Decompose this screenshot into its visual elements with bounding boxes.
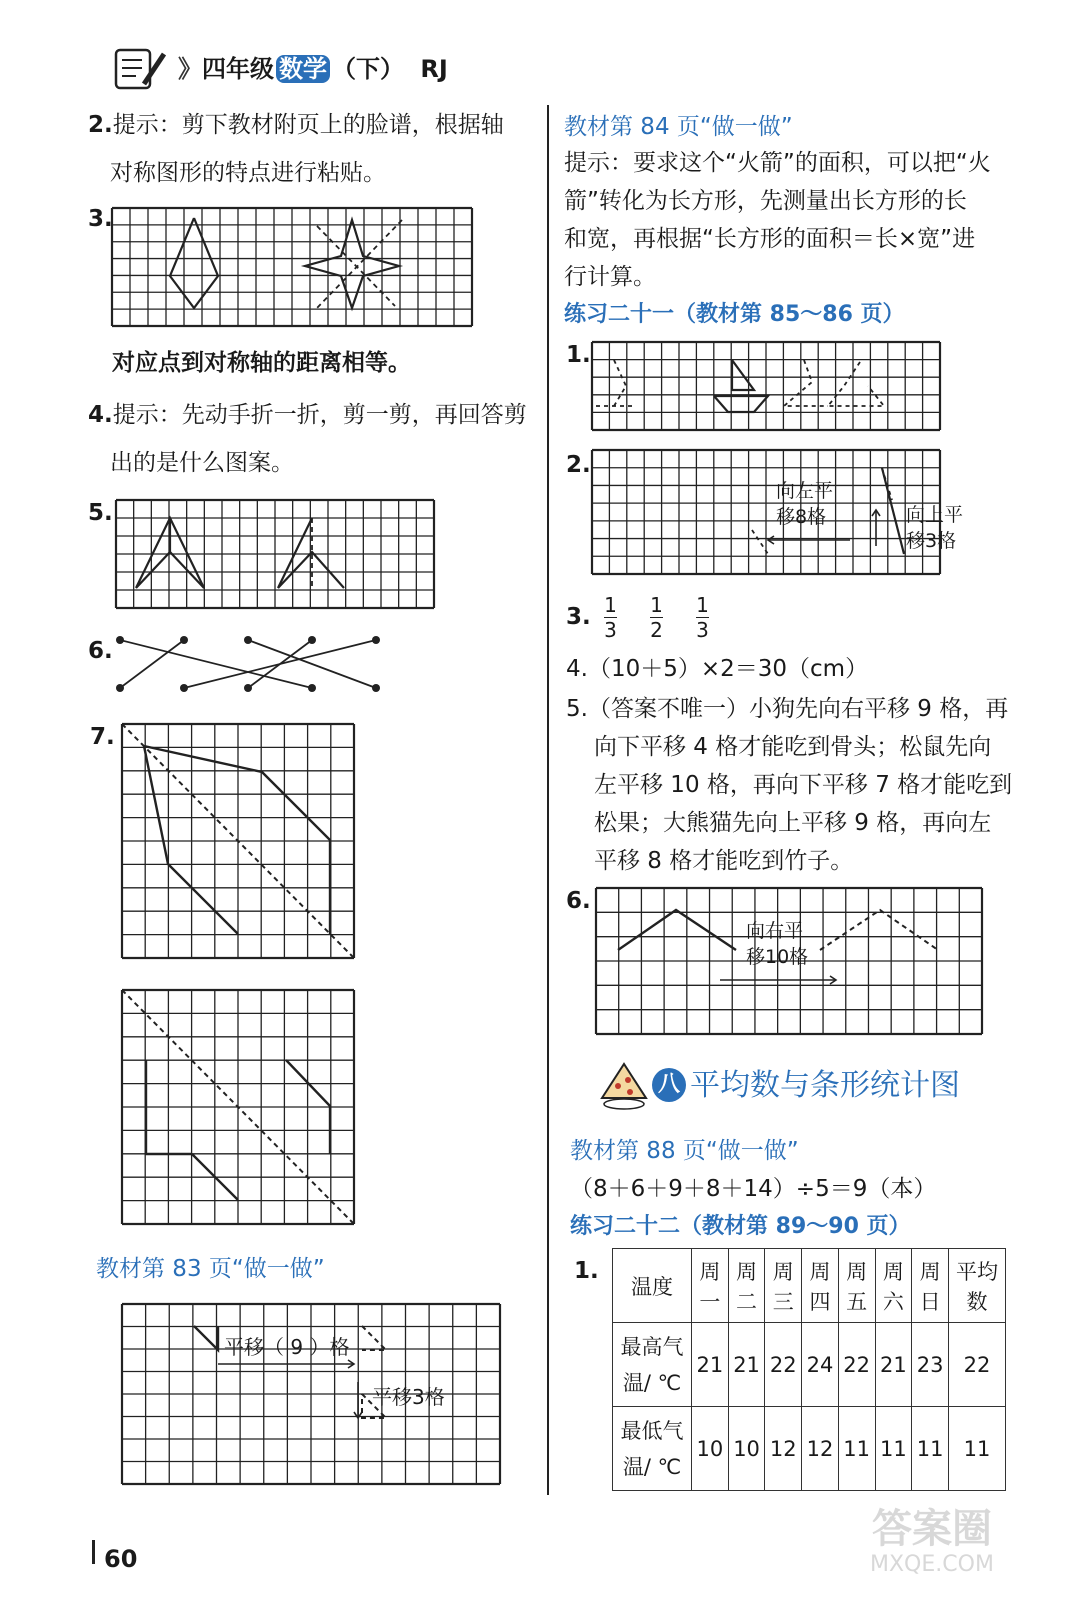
fraction-1: $\frac{1}{3}$ bbox=[604, 593, 617, 642]
column-divider bbox=[547, 105, 549, 1495]
r-q1-grid bbox=[592, 342, 940, 430]
r-q5-line4: 松果；大熊猫先向上平移 9 格，再向左 bbox=[594, 810, 992, 836]
table-cell: 21 bbox=[875, 1323, 912, 1407]
table-header-tue: 周 二 bbox=[728, 1249, 765, 1323]
r-q2-label-left: 向左平 移8格 bbox=[776, 480, 834, 528]
q7-grid-a bbox=[122, 724, 354, 958]
label-shift-9: 平移（ 9 ）格 bbox=[224, 1335, 350, 1359]
label-shift-3: 平移3格 bbox=[372, 1385, 445, 1409]
row-label: 最高气 温/ ℃ bbox=[613, 1323, 692, 1407]
table-row bbox=[613, 1323, 1006, 1407]
r-q5-line5: 平移 8 格才能吃到竹子。 bbox=[594, 848, 854, 874]
q2-hint-line2: 对称图形的特点进行粘贴。 bbox=[110, 160, 386, 186]
r-q2-grid bbox=[592, 450, 940, 574]
page-number-bar bbox=[92, 1540, 95, 1564]
table-cell: 10 bbox=[728, 1407, 765, 1491]
hint-84-line3: 和宽，再根据“长方形的面积＝长×宽”进 bbox=[564, 226, 976, 252]
q3-grid bbox=[112, 208, 472, 326]
section-84: 教材第 84 页“做一做” bbox=[564, 114, 793, 140]
hint-84-line4: 行计算。 bbox=[564, 264, 656, 290]
table-header-sun: 周 日 bbox=[912, 1249, 949, 1323]
table-cell: 22 bbox=[949, 1323, 1006, 1407]
header-subject: 数学 bbox=[276, 55, 330, 83]
table-cell: 11 bbox=[875, 1407, 912, 1491]
r-q5-line1: 5.（答案不唯一）小狗先向右平移 9 格，再 bbox=[566, 696, 1009, 722]
table-header-sat: 周 六 bbox=[875, 1249, 912, 1323]
q4-hint-line2: 出的是什么图案。 bbox=[110, 450, 294, 476]
q5-number: 5. bbox=[88, 500, 113, 526]
r-q4: 4.（10＋5）×2＝30（cm） bbox=[566, 656, 869, 682]
r-q6-label: 向右平 移10格 bbox=[746, 920, 809, 968]
r-q2-number: 2. bbox=[566, 452, 591, 478]
table-cell: 22 bbox=[838, 1323, 875, 1407]
section-88: 教材第 88 页“做一做” bbox=[570, 1138, 799, 1164]
table-cell: 11 bbox=[912, 1407, 949, 1491]
exercise-21-title: 练习二十一（教材第 85～86 页） bbox=[564, 302, 905, 327]
unit-title: 平均数与条形统计图 bbox=[690, 1068, 960, 1103]
fraction-2: $\frac{1}{2}$ bbox=[650, 593, 663, 642]
header-icon bbox=[108, 44, 168, 94]
r-q2-label-up: 向上平 移3格 bbox=[906, 504, 964, 552]
unit-mascot-icon bbox=[596, 1058, 652, 1112]
q3-number: 3. bbox=[88, 206, 113, 232]
row-label: 最低气 温/ ℃ bbox=[613, 1407, 692, 1491]
table-cell: 21 bbox=[728, 1323, 765, 1407]
q2-hint: 2.提示：剪下教材附页上的脸谱，根据轴 bbox=[88, 112, 504, 138]
q7-grid-b bbox=[122, 990, 354, 1224]
table-header-fri: 周 五 bbox=[838, 1249, 875, 1323]
r-q6-number: 6. bbox=[566, 888, 591, 914]
table-cell: 10 bbox=[692, 1407, 729, 1491]
section-83: 教材第 83 页“做一做” bbox=[96, 1256, 325, 1282]
r-q5-line3: 左平移 10 格，再向下平移 7 格才能吃到 bbox=[594, 772, 1013, 798]
table-row bbox=[613, 1407, 1006, 1491]
unit-badge: 八 bbox=[652, 1068, 686, 1102]
table-header-avg: 平均 数 bbox=[949, 1249, 1006, 1323]
hint-84-line1: 提示：要求这个“火箭”的面积，可以把“火 bbox=[564, 150, 991, 176]
q6-number: 6. bbox=[88, 638, 113, 664]
r-q3-fractions: 3. $\frac{1}{3}$ $\frac{1}{2}$ $\frac{1}{3}$ bbox=[566, 593, 709, 642]
q4-hint: 4.提示：先动手折一折，剪一剪，再回答剪 bbox=[88, 402, 527, 428]
table-cell: 21 bbox=[692, 1323, 729, 1407]
hint-84-line2: 箭”转化为长方形，先测量出长方形的长 bbox=[564, 188, 967, 214]
watermark: 答案圈 MXQE.COM bbox=[870, 1506, 994, 1577]
table-header-wed: 周 三 bbox=[765, 1249, 802, 1323]
table-header-mon: 周 一 bbox=[692, 1249, 729, 1323]
table-cell: 23 bbox=[912, 1323, 949, 1407]
table-corner: 温度 bbox=[613, 1249, 692, 1323]
r-q1-number: 1. bbox=[566, 342, 591, 368]
q7-number: 7. bbox=[90, 724, 115, 750]
table-cell: 12 bbox=[802, 1407, 839, 1491]
table-header-thu: 周 四 bbox=[802, 1249, 839, 1323]
q3-note: 对应点到对称轴的距离相等。 bbox=[112, 350, 411, 376]
r-q5-line2: 向下平移 4 格才能吃到骨头；松鼠先向 bbox=[594, 734, 992, 760]
temperature-table bbox=[612, 1248, 1006, 1491]
fraction-3: $\frac{1}{3}$ bbox=[696, 593, 709, 642]
table-cell: 12 bbox=[765, 1407, 802, 1491]
table-cell: 11 bbox=[949, 1407, 1006, 1491]
q6-matching-lines bbox=[112, 632, 392, 696]
r-table-number: 1. bbox=[574, 1258, 599, 1284]
table-cell: 11 bbox=[838, 1407, 875, 1491]
q5-grid bbox=[116, 500, 434, 608]
exercise-22-title: 练习二十二（教材第 89～90 页） bbox=[570, 1214, 911, 1239]
table-header-row bbox=[613, 1249, 1006, 1323]
table-cell: 22 bbox=[765, 1323, 802, 1407]
table-cell: 24 bbox=[802, 1323, 839, 1407]
page-number: 60 bbox=[104, 1545, 138, 1573]
calc-88: （8＋6＋9＋8＋14）÷5＝9（本） bbox=[570, 1176, 937, 1202]
header-title: 》四年级 数学 （下） RJ bbox=[178, 55, 448, 83]
